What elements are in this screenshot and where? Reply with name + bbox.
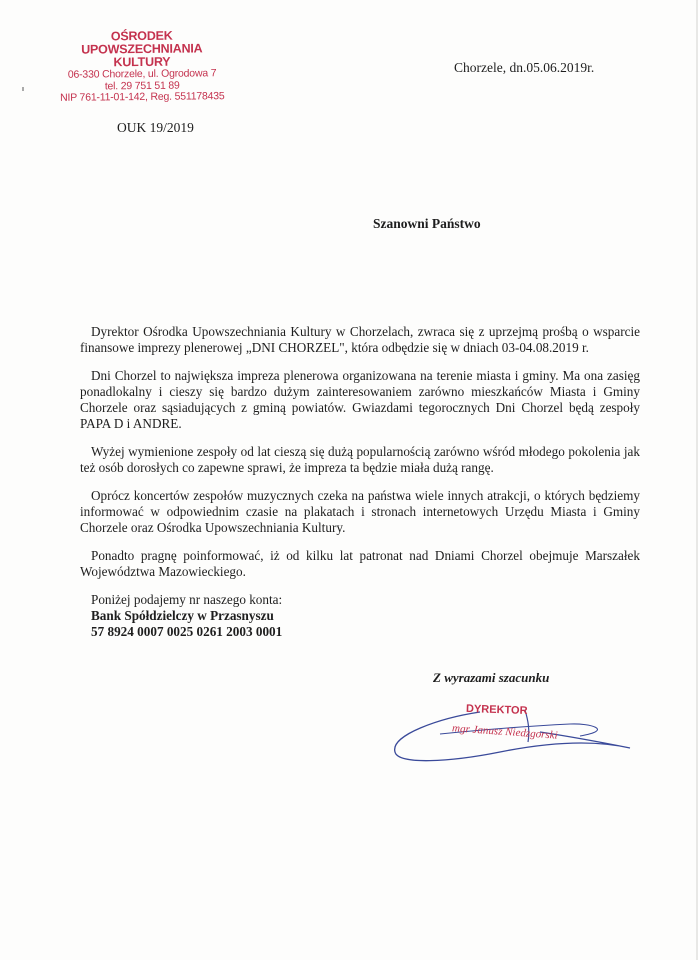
salutation: Szanowni Państwo [373, 216, 481, 231]
stamp-phone: tel. 29 751 51 89 [104, 79, 180, 92]
reference-number: OUK 19/2019 [117, 120, 194, 135]
paragraph-request: Dyrektor Ośrodka Upowszechniania Kultury w Chorzelach, zwraca się z uprzejmą prośbą o wsparcie finansowe imprezy plenerowej „DNI CHORZEL", która odbędzie się w dniach 03-04.08.2019 r. [80, 324, 640, 355]
stamp-org-name-2: KULTURY [113, 54, 171, 70]
stamp-address: 06-330 Chorzele, ul. Ogrodowa 7 [67, 67, 217, 81]
place-and-date: Chorzele, dn.05.06.2019r. [454, 60, 595, 75]
letter-body [80, 324, 640, 598]
paragraph-attractions: Oprócz koncertów zespołów muzycznych czeka na państwa wiele innych atrakcji, o których będziemy informować w odpowiednim czasie na plakatach i stronach internetowych Urzędu Miasta i Gminy Chorzele oraz Ośrodka Upowszechniania Kultury. [80, 488, 640, 535]
paragraph-patronage: Ponadto pragnę poinformować, iż od kilku lat patronat nad Dniami Chorzel obejmuje Marszałek Województwa Mazowieckiego. [80, 548, 640, 579]
scan-speck [22, 87, 24, 91]
account-number: 57 8924 0007 0025 0261 2003 0001 [91, 624, 283, 639]
bank-name: Bank Spółdzielczy w Przasnyszu [91, 608, 274, 623]
stamp-registry: NIP 761-11-01-142, Reg. 551178435 [60, 90, 225, 104]
bank-account-block [91, 592, 282, 640]
account-intro: Poniżej podajemy nr naszego konta: [91, 592, 283, 607]
paragraph-bands: Wyżej wymienione zespoły od lat cieszą się dużą popularnością zarówno wśród młodego pokolenia jak też osób dorosłych co zapewne sprawi, że impreza ta będzie miała dużą rangę. [80, 444, 640, 475]
closing-greeting: Z wyrazami szacunku [433, 670, 550, 685]
director-name-stamp: mgr Janusz Niedzgorski [451, 722, 559, 742]
organization-stamp [52, 29, 233, 104]
stamp-org-name: OŚRODEK UPOWSZECHNIANIA [81, 28, 203, 57]
director-title-stamp: DYREKTOR [465, 702, 528, 718]
paragraph-event: Dni Chorzel to największa impreza plenerowa organizowana na terenie miasta i gminy. Ma ona zasięg ponadlokalny i cieszy się bardzo dużym zainteresowaniem zarówno mieszkańców Miasta i Gminy Chorzele oraz sąsiadujących z gminą powiatów. Gwiazdami tegorocznych Dni Chorzel będą zespoły PAPA D i ANDRE. [80, 368, 640, 431]
